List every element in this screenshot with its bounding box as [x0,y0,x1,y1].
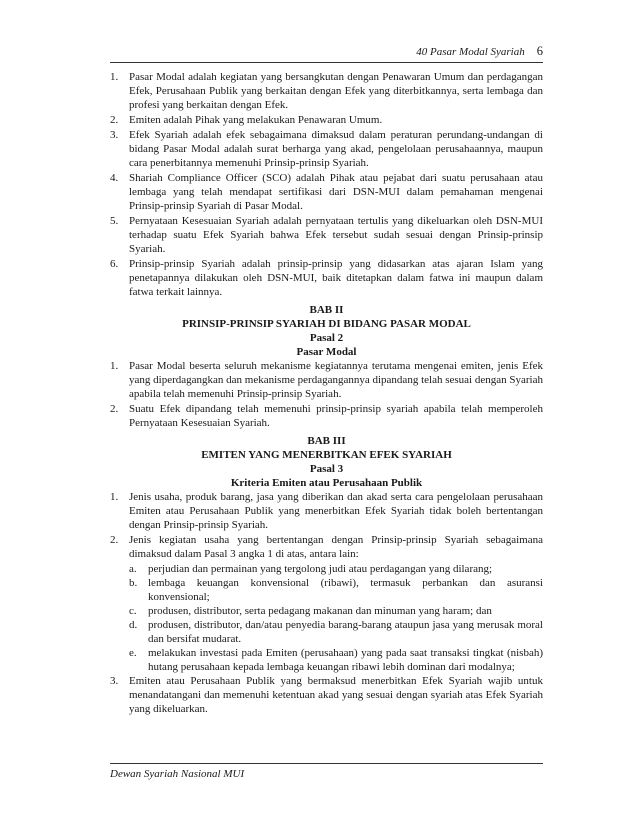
list-item [110,674,543,716]
item-number: 1. [110,360,119,372]
item-text: Emiten atau Perusahaan Publik yang bermaksud menerbitkan Efek Syariah wajib untuk menandatangani dan memenuhi ketentuan akad yang sesuai dengan syariah atas Efek Syariah yang dikeluarkan. [129,675,543,715]
article-title: Kriteria Emiten atau Perusahaan Publik [230,477,423,489]
sub-list-item [129,604,543,618]
item-text: lembaga keuangan konvensional (ribawi), termasuk perbankan dan asuransi konvensional; [148,577,543,603]
list-item [110,490,543,532]
item-number: 3. [110,675,119,687]
item-text: Pasar Modal beserta seluruh mekanisme kegiatannya terutama mengenai emiten, jenis Efek yang diperdagangkan dan mekanisme perdagangannya dipandang telah sesuai dengan Syariah apabila telah memenuhi Prinsip-prinsip Syariah. [129,360,543,400]
item-text: Jenis kegiatan usaha yang bertentangan dengan Prinsip-prinsip Syariah sebagaimana dimaksud dalam Pasal 3 angka 1 di atas, antara lain: [129,534,543,560]
chapter-subtitle: PRINSIP-PRINSIP SYARIAH DI BIDANG PASAR MODAL [182,318,471,330]
item-number: 4. [110,172,119,184]
item-text: produsen, distributor, serta pedagang makanan dan minuman yang haram; dan [148,605,492,617]
sub-list [110,562,543,674]
sub-list-item [129,618,543,646]
definitions-list [110,70,543,299]
list-item [110,533,543,561]
item-text: Shariah Compliance Officer (SCO) adalah Pihak atau pejabat dari suatu perusahaan atau lembaga yang telah mendapat sertifikasi dari DSN-MUI dalam pemahaman mengenai Prinsip-prinsip Syariah di Pasar Modal. [129,172,543,212]
item-text: Prinsip-prinsip Syariah adalah prinsip-prinsip yang didasarkan atas ajaran Islam yang penetapannya dilakukan oleh DSN-MUI, baik ditetapkan dalam fatwa ini maupun dalam fatwa terkait lainnya. [129,258,543,298]
item-text: Efek Syariah adalah efek sebagaimana dimaksud dalam peraturan perundang-undangan di bidang Pasar Modal adalah surat berharga yang akad, pengelolaan perusahaannya, maupun cara penerbitannya memenuhi Prinsip-prinsip Syariah. [129,129,543,169]
list-item [110,171,543,213]
item-letter: c. [129,605,137,617]
item-number: 2. [110,114,119,126]
chapter-heading: BAB II [309,304,344,316]
item-text: Emiten adalah Pihak yang melakukan Penawaran Umum. [129,114,383,126]
item-number: 2. [110,534,119,546]
running-header [110,44,543,59]
article-heading: Pasal 3 [309,463,344,475]
item-text: Pernyataan Kesesuaian Syariah adalah pernyataan tertulis yang dikeluarkan oleh DSN-MUI terhadap suatu Efek Syariah bahwa Efek tersebut sudah sesuai dengan Prinsip-prinsip Syariah. [129,215,543,255]
list-item [110,113,543,127]
chapter-heading: BAB III [307,435,346,447]
header-title: 40 Pasar Modal Syariah [416,46,525,58]
item-number: 6. [110,258,119,270]
list-item [110,214,543,256]
list-item [110,70,543,112]
item-letter: d. [129,619,138,631]
article-heading: Pasal 2 [309,332,344,344]
list-item [110,257,543,299]
item-letter: b. [129,577,138,589]
sub-list-item [129,562,543,576]
item-letter: e. [129,647,137,659]
footer-rule [110,763,543,764]
list-item [110,128,543,170]
list-item [110,402,543,430]
sub-list-item [129,646,543,674]
article-3-list [110,490,543,716]
item-number: 1. [110,491,119,503]
item-number: 3. [110,129,119,141]
item-text: produsen, distributor, dan/atau penyedia barang-barang ataupun jasa yang merusak moral dan bersifat mudarat. [148,619,543,645]
item-letter: a. [129,563,137,575]
page-number: 6 [536,44,543,58]
header-rule [110,62,543,63]
sub-list-item [129,576,543,604]
chapter-subtitle: EMITEN YANG MENERBITKAN EFEK SYARIAH [201,449,452,461]
item-number: 1. [110,71,119,83]
item-number: 5. [110,215,119,227]
article-2-list [110,359,543,430]
item-number: 2. [110,403,119,415]
item-text: melakukan investasi pada Emiten (perusahaan) yang pada saat transaksi tingkat (nisbah) hutang perusahaan kepada lembaga keuangan ribawi lebih dominan dari modalnya; [148,647,543,673]
item-text: Suatu Efek dipandang telah memenuhi prinsip-prinsip syariah apabila telah memperoleh Pernyataan Kesesuaian Syariah. [129,403,543,429]
running-footer: Dewan Syariah Nasional MUI [110,768,245,780]
item-text: Pasar Modal adalah kegiatan yang bersangkutan dengan Penawaran Umum dan perdagangan Efek, Perusahaan Publik yang berkaitan dengan Efek yang diterbitkannya, serta lembaga dan profesi yang berkaitan dengan Efek. [129,71,543,111]
item-text: Jenis usaha, produk barang, jasa yang diberikan dan akad serta cara pengelolaan perusahaan Emiten atau Perusahaan Publik yang menerbitkan Efek Syariah tidak boleh bertentangan dengan Prinsip-prinsip Syariah. [129,491,543,531]
page-body [110,70,543,717]
item-text: perjudian dan permainan yang tergolong judi atau perdagangan yang dilarang; [148,563,493,575]
list-item [110,359,543,401]
article-title: Pasar Modal [296,346,357,358]
